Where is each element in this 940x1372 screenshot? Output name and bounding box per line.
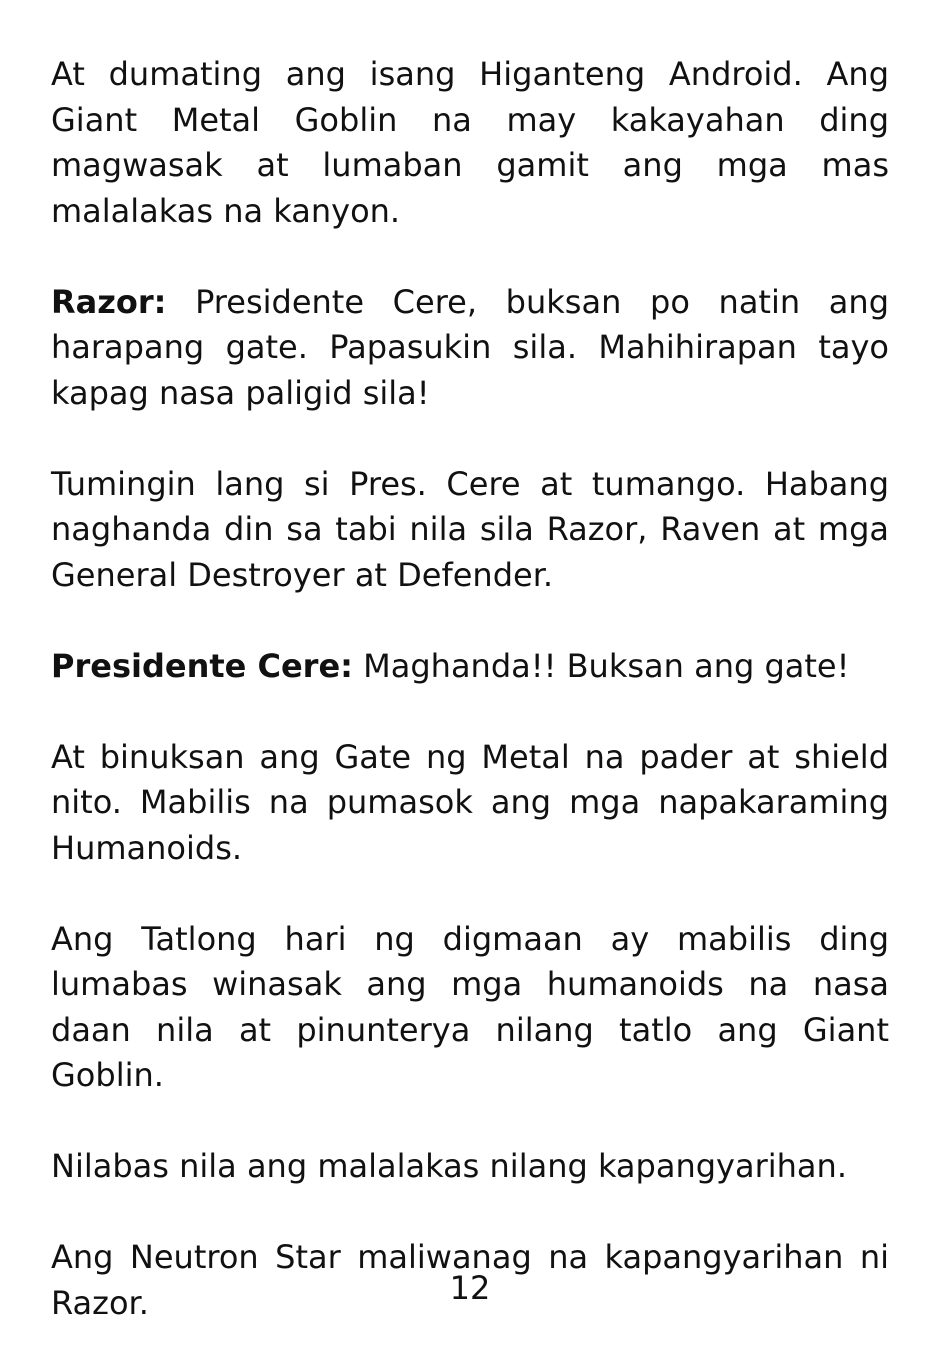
dialogue-text: Presidente Cere, buksan po natin ang harapang gate. Papasukin sila. Mahihirapan tayo kapag nasa paligid sila! [51, 282, 889, 412]
dialogue-text: Maghanda!! Buksan ang gate! [352, 646, 850, 685]
paragraph-text: Ang Neutron Star maliwanag na kapangyarihan ni Razor. [51, 1238, 889, 1322]
narration-paragraph [51, 52, 889, 234]
paragraph-text: Ang Tatlong hari ng digmaan ay mabilis ding lumabas winasak ang mga humanoids na nasa daan nila at pinunterya nilang tatlo ang Giant Goblin. [51, 919, 889, 1094]
paragraph-text: At binuksan ang Gate ng Metal na pader at shield nito. Mabilis na pumasok ang mga napakaraming Humanoids. [51, 737, 889, 867]
narration-paragraph [51, 462, 889, 599]
speaker-name: Presidente Cere: [51, 646, 353, 685]
speaker-name: Razor: [51, 282, 167, 321]
dialogue-paragraph [51, 280, 889, 417]
dialogue-paragraph [51, 644, 889, 690]
page-body [51, 52, 889, 1372]
paragraph-text: At dumating ang isang Higanteng Android. Ang Giant Metal Goblin na may kakayahan ding magwasak at lumaban gamit ang mga mas malalakas na kanyon. [51, 55, 889, 230]
paragraph-text: Tumingin lang si Pres. Cere at tumango. Habang naghanda din sa tabi nila sila Razor, Raven at mga General Destroyer at Defender. [51, 464, 889, 594]
narration-paragraph [51, 735, 889, 872]
page-number: 12 [449, 1269, 491, 1307]
narration-paragraph [51, 1144, 889, 1190]
paragraph-text: Nilabas nila ang malalakas nilang kapangyarihan. [51, 1147, 847, 1185]
narration-paragraph [51, 917, 889, 1099]
